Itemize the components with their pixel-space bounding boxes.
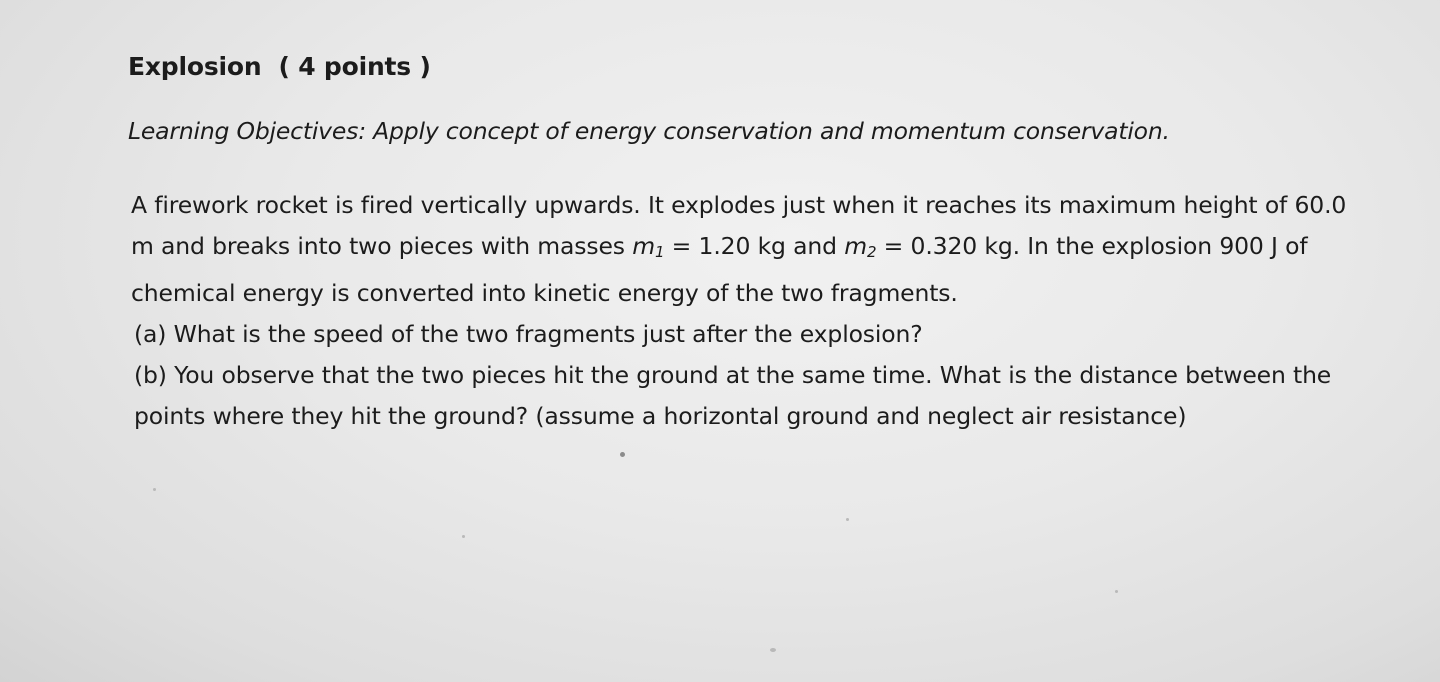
points-label: ( 4 points ) [278,52,431,81]
learning-objectives: Learning Objectives: Apply concept of energy conservation and momentum conservation. [128,117,1170,145]
question-part-b: (b) You observe that the two pieces hit the ground at the same time. What is the distance between the points where they hit the ground? (assume a horizontal ground and neglect air resistance) [134,361,1332,430]
paper-speck [153,488,156,491]
problem-intro [131,185,1348,314]
mass-1-value: = 1.20 kg and [664,232,845,260]
mass-1-subscript: 1 [654,243,665,261]
paper-speck [1115,590,1118,593]
paper-speck [770,648,776,652]
paper-speck [620,452,625,457]
paper-speck [846,518,849,521]
mass-2-value: = 0.320 kg. In the explosion 900 J of chemical energy is converted into kinetic energy of the two fragments. [131,232,1308,307]
problem-title [128,52,1348,81]
problem-statement [128,185,1348,437]
document-page [128,52,1348,437]
intro-text: A firework rocket is fired vertically upwards. It explodes just when it reaches its maximum height of 60.0 m and breaks into two pieces with masses [131,191,1347,260]
mass-2-symbol: m [844,232,867,260]
question-part-a: (a) What is the speed of the two fragments just after the explosion? [134,320,923,348]
mass-2-subscript: 2 [866,243,877,261]
paper-speck [462,535,465,538]
mass-1-symbol: m [632,232,655,260]
title-text: Explosion [128,52,262,81]
